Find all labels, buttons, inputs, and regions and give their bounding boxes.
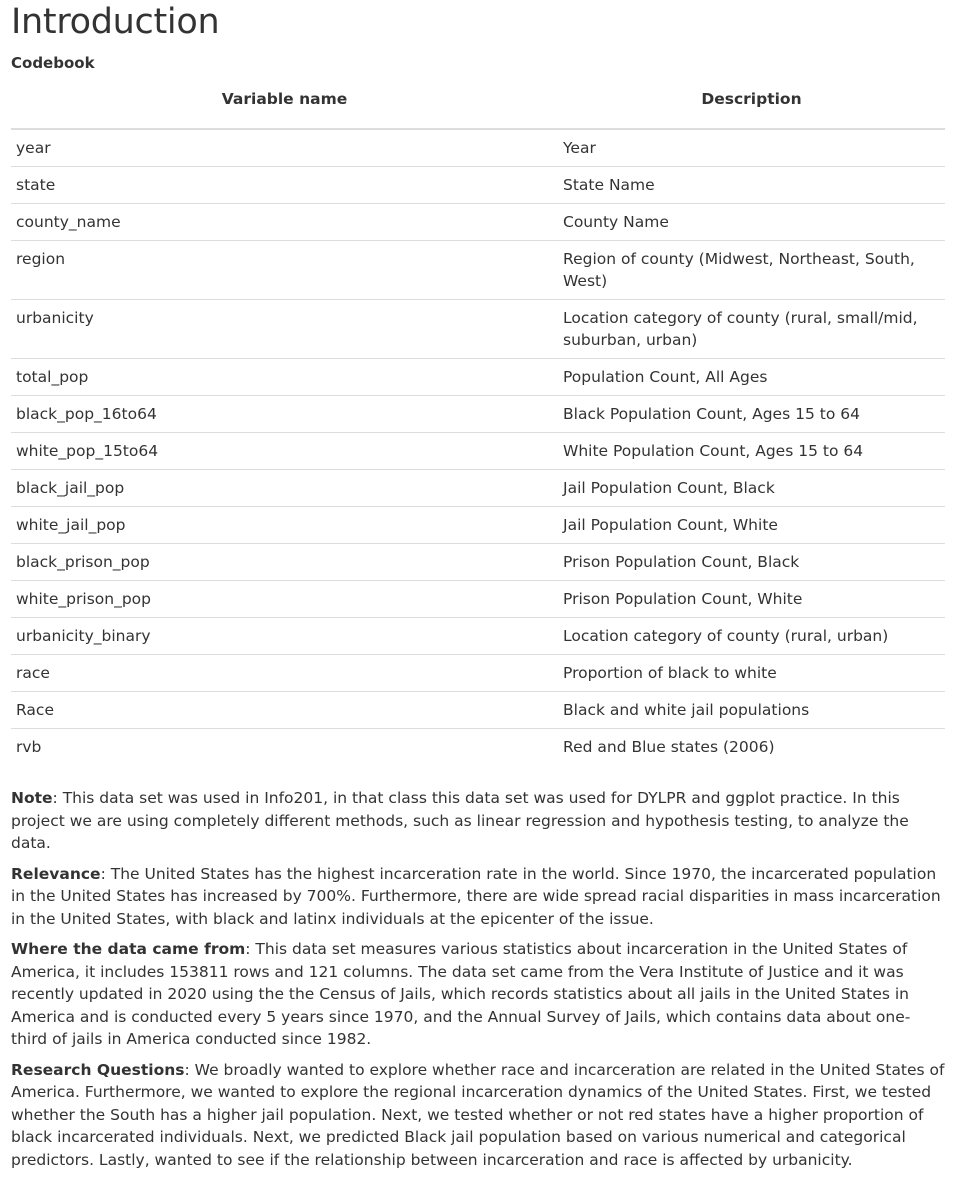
table-row <box>11 507 945 544</box>
table-row <box>11 359 945 396</box>
table-header-row <box>11 90 945 129</box>
table-row <box>11 655 945 692</box>
table-row <box>11 618 945 655</box>
table-row <box>11 470 945 507</box>
table-row <box>11 729 945 766</box>
description-cell: Black and white jail populations <box>558 692 945 729</box>
variable-cell: white_pop_15to64 <box>11 433 558 470</box>
description-cell: Jail Population Count, White <box>558 507 945 544</box>
description-cell: State Name <box>558 167 945 204</box>
table-row <box>11 167 945 204</box>
description-cell: Year <box>563 139 596 157</box>
document-page <box>11 0 945 1179</box>
variable-cell: urbanicity_binary <box>11 618 558 655</box>
description-cell: Location category of county (rural, small/mid, suburban, urban) <box>558 300 945 359</box>
intro-sections <box>11 787 945 1171</box>
research-questions-label: Research Questions <box>11 1060 185 1079</box>
description-cell: Black Population Count, Ages 15 to 64 <box>558 396 945 433</box>
variable-cell: state <box>11 167 558 204</box>
variable-cell: rvb <box>11 729 558 766</box>
table-row <box>11 581 945 618</box>
data-source-text: : This data set measures various statistics about incarceration in the United States of America, it includes 153811 rows and 121 columns. The data set came from the Vera Institute of Justice and it was recently updated in 2020 using the the Census of Jails, which records statistics about all jails in the United States in America and is conducted every 5 years since 1970, and the Annual Survey of Jails, which contains data about one-third of jails in America conducted since 1982. <box>11 940 911 1048</box>
variable-cell: Race <box>11 692 558 729</box>
description-cell: Location category of county (rural, urban) <box>558 618 945 655</box>
description-cell: Red and Blue states (2006) <box>558 729 945 766</box>
description-cell: Jail Population Count, Black <box>558 470 945 507</box>
column-header-description: Description <box>558 90 945 129</box>
variable-cell: black_jail_pop <box>11 470 558 507</box>
description-cell: County Name <box>558 204 945 241</box>
table-row <box>11 433 945 470</box>
table-row <box>11 544 945 581</box>
variable-cell: urbanicity <box>11 300 558 359</box>
table-row <box>11 396 945 433</box>
description-cell: Region of county (Midwest, Northeast, South, West) <box>558 241 945 300</box>
data-source-paragraph <box>11 938 945 1051</box>
description-cell: Proportion of black to white <box>558 655 945 692</box>
relevance-paragraph <box>11 863 945 931</box>
research-questions-paragraph <box>11 1059 945 1172</box>
description-cell: Prison Population Count, White <box>558 581 945 618</box>
table-row <box>11 300 945 359</box>
page-title: Introduction <box>11 2 220 42</box>
codebook-heading: Codebook <box>11 54 95 72</box>
data-source-label: Where the data came from <box>11 940 246 958</box>
relevance-label: Relevance <box>11 864 101 883</box>
note-label: Note <box>11 789 53 807</box>
table-row <box>11 692 945 729</box>
variable-cell: race <box>11 655 558 692</box>
note-paragraph <box>11 787 945 855</box>
variable-cell: black_prison_pop <box>11 544 558 581</box>
table-row <box>11 204 945 241</box>
codebook-table <box>11 90 945 765</box>
table-row <box>11 129 945 167</box>
variable-cell: county_name <box>11 204 558 241</box>
description-cell: Prison Population Count, Black <box>558 544 945 581</box>
variable-cell: year <box>16 139 51 157</box>
variable-cell: white_jail_pop <box>11 507 558 544</box>
relevance-text: : The United States has the highest incarceration rate in the world. Since 1970, the incarcerated population in the United States has increased by 700%. Furthermore, there are wide spread racial disparities in mass incarceration in the United States, with black and latinx individuals at the epicenter of the issue. <box>11 864 941 928</box>
column-header-variable-name: Variable name <box>11 90 558 129</box>
variable-cell: white_prison_pop <box>11 581 558 618</box>
research-questions-text: : We broadly wanted to explore whether race and incarceration are related in the United States of America. Furthermore, we wanted to explore the regional incarceration dynamics of the United States. First, we tested whether the South has a higher jail population. Next, we tested whether or not red states have a higher proportion of black incarcerated individuals. Next, we predicted Black jail population based on various numerical and categorical predictors. Lastly, wanted to see if the relationship between incarceration and race is affected by urbanicity. <box>11 1060 945 1169</box>
variable-cell: region <box>11 241 558 300</box>
note-text: : This data set was used in Info201, in that class this data set was used for DYLPR and ggplot practice. In this project we are using completely different methods, such as linear regression and hypothesis testing, to analyze the data. <box>11 789 909 852</box>
description-cell: Population Count, All Ages <box>558 359 945 396</box>
variable-cell: total_pop <box>11 359 558 396</box>
description-cell: White Population Count, Ages 15 to 64 <box>558 433 945 470</box>
variable-cell: black_pop_16to64 <box>11 396 558 433</box>
table-row <box>11 241 945 300</box>
